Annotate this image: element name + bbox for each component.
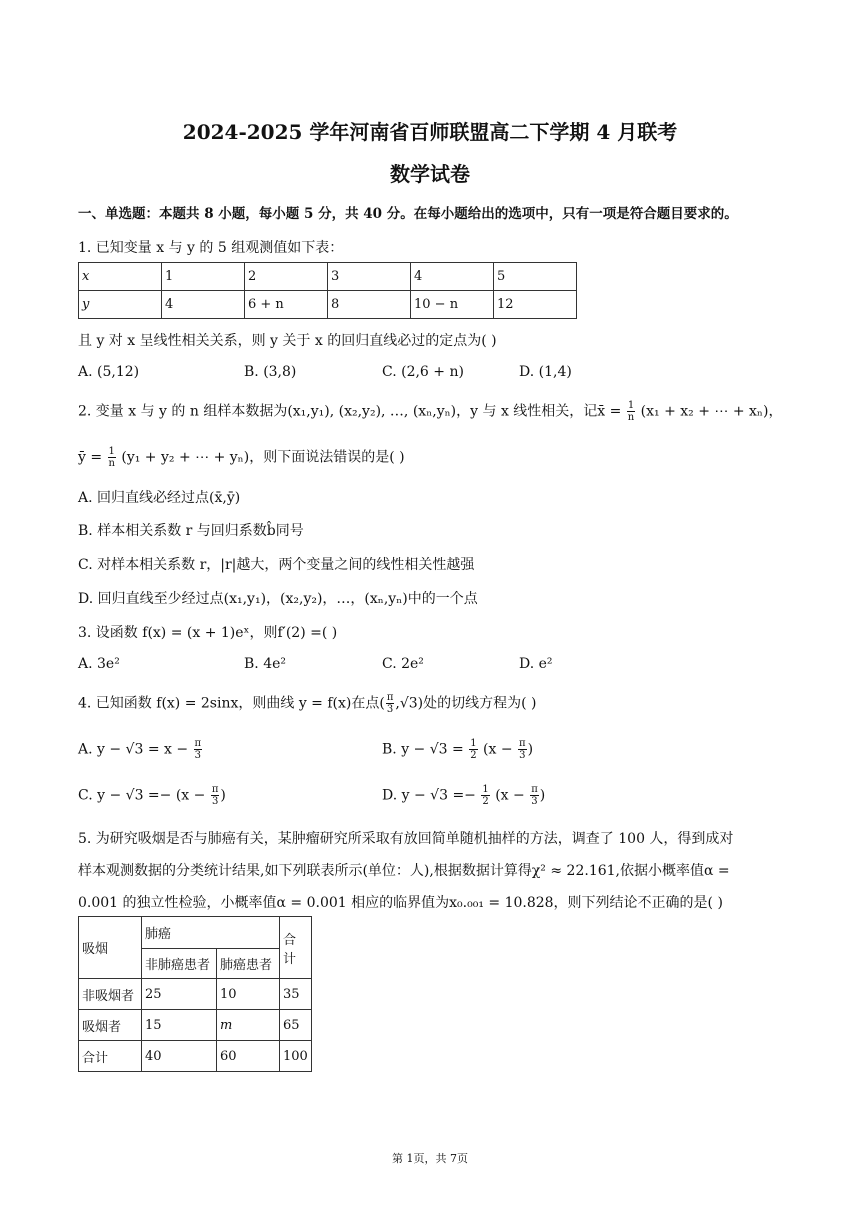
q2-option-d: D. 回归直线至少经过点(x₁,y₁)，(x₂,y₂)，…，(xₙ,yₙ)中的一个点 — [78, 591, 478, 607]
q5-cell: 非吸烟者 — [79, 979, 142, 1010]
q2-option-c: C. 对样本相关系数 r，|r|越大，两个变量之间的线性相关性越强 — [78, 557, 475, 573]
q4-stem-head: 4. 已知函数 f(x) = 2sinx，则曲线 y = f(x)在点( — [78, 695, 385, 712]
q1-table-cell: 6 + n — [245, 291, 328, 319]
q1-option-c: C. (2,6 + n) — [382, 364, 464, 380]
q4-option-b: B. y − √3 = $\frac{1}{2}$ (x − $\frac{\pi}{3}$ ) — [382, 738, 534, 761]
q4-stem-frac: $\frac{\pi}{3}$ — [386, 692, 394, 715]
section-heading: 一、单选题：本题共 8 小题，每小题 5 分，共 40 分。在每小题给出的选项中，只有一项是符合题目要求的。 — [78, 206, 738, 222]
q2-line2-head: ȳ = — [78, 449, 103, 466]
q1-table-cell: 4 — [162, 291, 245, 319]
q5-cell: 35 — [280, 979, 312, 1010]
page-footer: 第 1页，共 7页 — [392, 1152, 468, 1165]
q3-option-b: B. 4e² — [244, 656, 286, 672]
q2-line2-tail: (y₁ + y₂ + ⋯ + yₙ)，则下面说法错误的是( ) — [121, 449, 405, 466]
q1-table-cell: 8 — [328, 291, 411, 319]
q4-option-d: D. y − √3 =− $\frac{1}{2}$ (x − $\frac{\pi}{3}$ ) — [382, 784, 546, 807]
q3-option-c: C. 2e² — [382, 656, 424, 672]
q5-line2: 样本观测数据的分类统计结果,如下列联表所示(单位：人),根据数据计算得χ² ≈ 22.161,依据小概率值α = — [78, 863, 730, 879]
q5-line3: 0.001 的独立性检验，小概率值α = 0.001 相应的临界值为x₀.₀₀₁ = 10.828，则下列结论不正确的是( ) — [78, 895, 723, 911]
q5-h-pat: 肺癌患者 — [217, 949, 280, 979]
exam-subtitle: 数学试卷 — [390, 162, 470, 186]
q1-table-cell: 2 — [245, 263, 328, 291]
q5-h-cancer: 肺癌 — [142, 917, 280, 949]
q5-cell: 40 — [142, 1041, 217, 1072]
q1-table-cell: 10 − n — [411, 291, 494, 319]
q5-cell: 65 — [280, 1010, 312, 1041]
q1-option-d: D. (1,4) — [519, 364, 572, 380]
q5-cell: 10 — [217, 979, 280, 1010]
q2-line2 — [78, 446, 405, 469]
q1-table-cell: y — [79, 291, 162, 319]
q5-cell: 吸烟者 — [79, 1010, 142, 1041]
q4-option-a: A. y − √3 = x − $\frac{\pi}{3}$ — [78, 738, 202, 761]
q4-stem-tail: ,√3)处的切线方程为( ) — [395, 695, 537, 712]
q5-cell: m — [217, 1010, 280, 1041]
q5-h-total: 合计 — [280, 917, 312, 979]
q1-option-a: A. (5,12) — [78, 364, 140, 380]
q2-line1 — [78, 400, 782, 423]
q5-cell: 60 — [217, 1041, 280, 1072]
q5-h-non: 非肺癌患者 — [142, 949, 217, 979]
q5-h-smoke: 吸烟 — [79, 917, 142, 979]
q4-option-c: C. y − √3 =− (x − $\frac{\pi}{3}$ ) — [78, 784, 226, 807]
q5-cell: 25 — [142, 979, 217, 1010]
q5-line1: 5. 为研究吸烟是否与肺癌有关，某肿瘤研究所采取有放回简单随机抽样的方法，调查了 100 人，得到成对 — [78, 831, 734, 847]
q2-option-a: A. 回归直线必经过点(x̄,ȳ) — [78, 490, 241, 506]
q4-stem — [78, 692, 537, 715]
q1-table-cell: 3 — [328, 263, 411, 291]
q5-cell: 合计 — [79, 1041, 142, 1072]
q2-line1-tail: (x₁ + x₂ + ⋯ + xₙ)， — [640, 403, 783, 420]
exam-title: 2024-2025 学年河南省百师联盟高二下学期 4 月联考 — [182, 120, 678, 144]
q2-frac2: $\frac{1}{n}$ — [108, 446, 115, 469]
q5-cell: 100 — [280, 1041, 312, 1072]
q1-table — [78, 262, 577, 319]
q1-table-cell: 4 — [411, 263, 494, 291]
q2-line1-head: 2. 变量 x 与 y 的 n 组样本数据为(x₁,y₁), (x₂,y₂), …, (xₙ,yₙ)，y 与 x 线性相关，记x̄ = — [78, 403, 622, 420]
q1-table-cell: 5 — [494, 263, 577, 291]
q1-stem: 1. 已知变量 x 与 y 的 5 组观测值如下表： — [78, 240, 344, 256]
q3-stem: 3. 设函数 f(x) = (x + 1)eˣ，则f′(2) =( ) — [78, 625, 338, 641]
q1-table-cell: 12 — [494, 291, 577, 319]
q3-option-a: A. 3e² — [78, 656, 120, 672]
q5-table — [78, 916, 312, 1072]
q1-table-cell: 1 — [162, 263, 245, 291]
q1-option-b: B. (3,8) — [244, 364, 297, 380]
q3-option-d: D. e² — [519, 656, 553, 672]
q1-table-cell: x — [79, 263, 162, 291]
q2-frac: $\frac{1}{n}$ — [627, 400, 635, 423]
q2-option-b: B. 样本相关系数 r 与回归系数b̂同号 — [78, 523, 304, 539]
q5-cell: 15 — [142, 1010, 217, 1041]
q1-after: 且 y 对 x 呈线性相关关系，则 y 关于 x 的回归直线必过的定点为( ) — [78, 333, 497, 349]
